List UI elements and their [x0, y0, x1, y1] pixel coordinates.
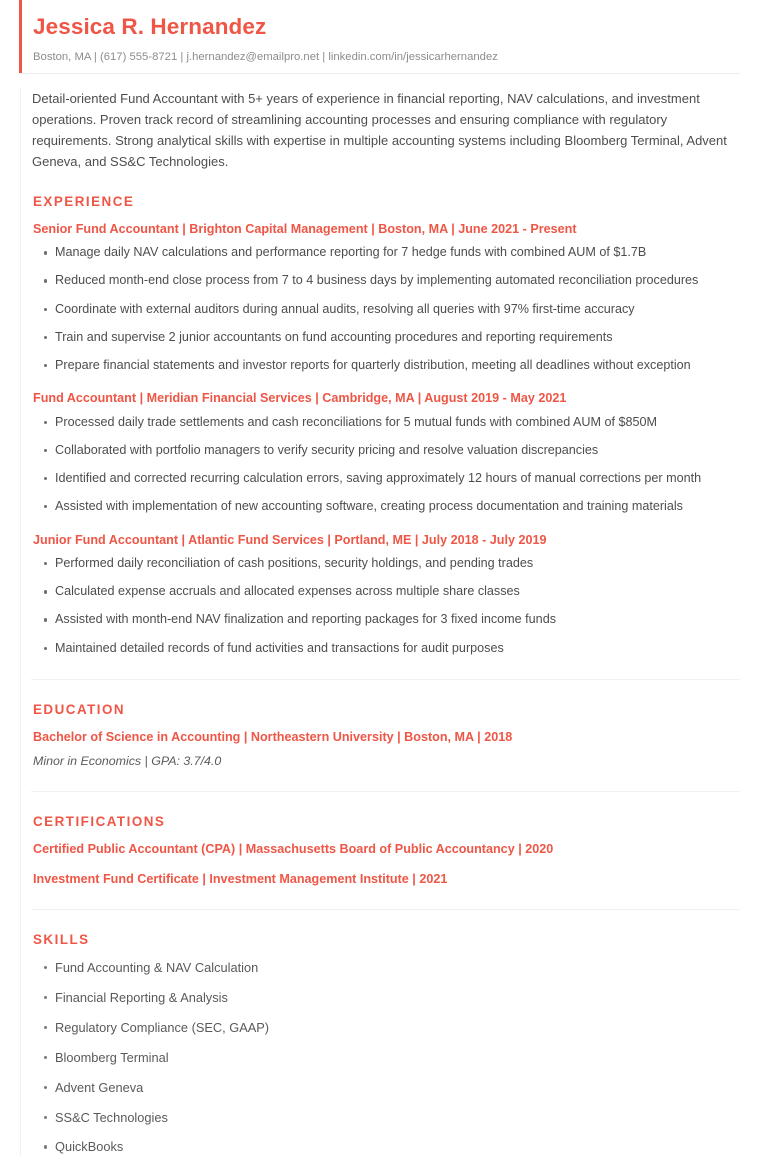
list-item: Prepare financial statements and investor reports for quarterly distribution, meeting all deadlines without exception: [31, 357, 740, 375]
section-divider-skills: [31, 909, 740, 910]
list-item: Manage daily NAV calculations and performance reporting for 7 hedge funds with combined AUM of $1.7B: [31, 244, 740, 262]
list-item: Coordinate with external auditors during annual audits, resolving all queries with 97% first-time accuracy: [31, 301, 740, 319]
section-divider-certifications: [31, 791, 740, 792]
degree-subtext: Minor in Economics | GPA: 3.7/4.0: [33, 753, 222, 768]
skills-list: [31, 959, 740, 1156]
job-heading: Fund Accountant | Meridian Financial Services | Cambridge, MA | August 2019 - May 2021: [33, 391, 567, 406]
experience-entry: [31, 390, 740, 515]
section-education: [31, 702, 740, 769]
section-title-skills: SKILLS: [33, 932, 90, 947]
certification-item: Investment Fund Certificate | Investment Management Institute | 2021: [33, 871, 448, 886]
section-skills: [31, 932, 740, 1156]
experience-entry: [31, 221, 740, 374]
list-item: Assisted with month-end NAV finalization and reporting packages for 3 fixed income funds: [31, 611, 740, 629]
list-item: Processed daily trade settlements and cash reconciliations for 5 mutual funds with combined AUM of $850M: [31, 414, 740, 432]
list-item: Identified and corrected recurring calculation errors, saving approximately 12 hours of manual corrections per month: [31, 470, 740, 488]
contact-line: Boston, MA | (617) 555-8721 | j.hernandez@emailpro.net | linkedin.com/in/jessicarhernandez: [33, 50, 498, 63]
list-item: Financial Reporting & Analysis: [31, 989, 740, 1007]
list-item: Advent Geneva: [31, 1079, 740, 1097]
section-title-education: EDUCATION: [33, 702, 126, 718]
page-title: Jessica R. Hernandez: [33, 14, 267, 39]
header-divider: [20, 73, 740, 74]
list-item: Performed daily reconciliation of cash positions, security holdings, and pending trades: [31, 555, 740, 573]
section-title-certifications: CERTIFICATIONS: [33, 814, 166, 830]
list-item: Fund Accounting & NAV Calculation: [31, 959, 740, 977]
list-item: Calculated expense accruals and allocated expenses across multiple share classes: [31, 583, 740, 601]
list-item: Reduced month-end close process from 7 to 4 business days by implementing automated reconciliation procedures: [31, 272, 740, 290]
section-experience: [31, 194, 740, 657]
certification-item: Certified Public Accountant (CPA) | Massachusetts Board of Public Accountancy | 2020: [33, 842, 554, 857]
experience-entry: [31, 532, 740, 657]
list-item: Regulatory Compliance (SEC, GAAP): [31, 1019, 740, 1037]
section-divider-education: [31, 679, 740, 680]
list-item: Collaborated with portfolio managers to verify security pricing and resolve valuation discrepancies: [31, 442, 740, 460]
job-heading: Junior Fund Accountant | Atlantic Fund Services | Portland, ME | July 2018 - July 2019: [33, 532, 547, 547]
professional-summary: Detail-oriented Fund Accountant with 5+ years of experience in financial reporting, NAV calculations, and investment operations. Proven track record of streamlining accounting processes and ensuring compliance with regulatory requirements. Strong analytical skills with expertise in multiple accounting systems including Bloomberg Terminal, Advent Geneva, and SS&C Technologies.: [32, 90, 727, 169]
job-bullet-list: [31, 244, 740, 374]
education-entry: [31, 729, 740, 769]
list-item: Bloomberg Terminal: [31, 1049, 740, 1067]
resume-body: [20, 88, 768, 1156]
list-item: Assisted with implementation of new accounting software, creating process documentation and training materials: [31, 498, 740, 516]
job-bullet-list: [31, 414, 740, 516]
job-bullet-list: [31, 555, 740, 657]
list-item: Maintained detailed records of fund activities and transactions for audit purposes: [31, 640, 740, 658]
list-item: QuickBooks: [31, 1138, 740, 1156]
section-certifications: [31, 814, 740, 887]
job-heading: Senior Fund Accountant | Brighton Capital Management | Boston, MA | June 2021 - Present: [33, 221, 577, 236]
list-item: SS&C Technologies: [31, 1109, 740, 1127]
list-item: Train and supervise 2 junior accountants on fund accounting procedures and reporting requirements: [31, 329, 740, 347]
degree-heading: Bachelor of Science in Accounting | Northeastern University | Boston, MA | 2018: [33, 730, 513, 745]
resume-header: [19, 0, 768, 73]
section-title-experience: EXPERIENCE: [33, 193, 135, 209]
